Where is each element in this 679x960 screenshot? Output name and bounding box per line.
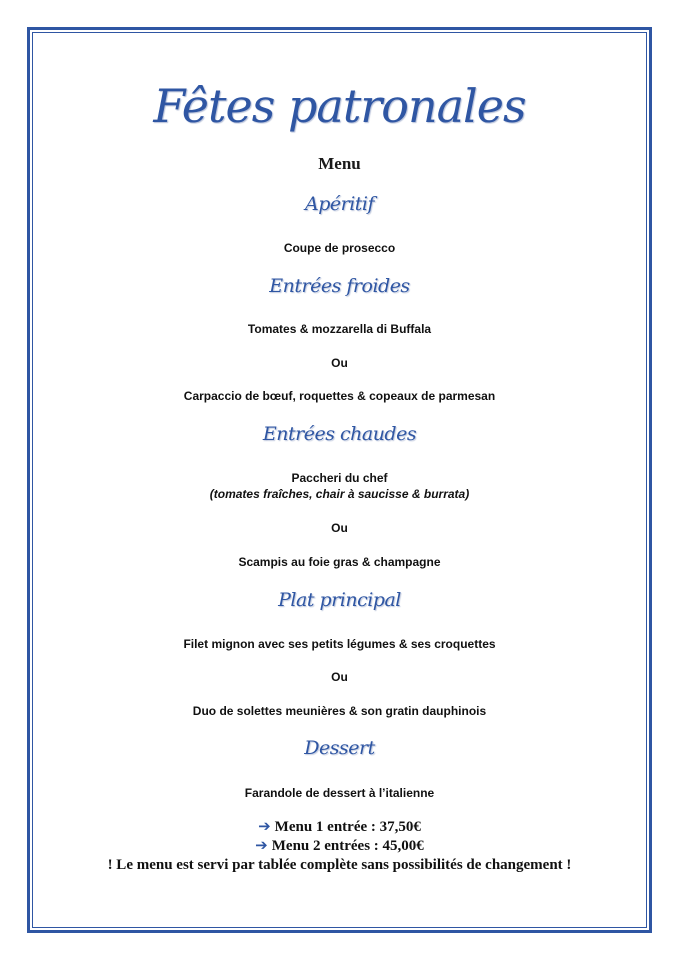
section-heading-aperitif: Apéritif (304, 193, 375, 215)
menu-item: Duo de solettes meunières & son gratin dauphinois (192, 704, 487, 718)
menu-item: Farandole de dessert à l’italienne (244, 786, 435, 800)
menu-item: Coupe de prosecco (283, 241, 396, 255)
menu-item: Paccheri du chef (291, 471, 388, 485)
menu-subtitle: Menu (318, 154, 361, 173)
price-menu-2-label: Menu 2 entrées : 45,00€ (271, 838, 424, 854)
section-heading-entrees-chaudes: Entrées chaudes (262, 423, 417, 445)
section-heading-entrees-froides: Entrées froides (269, 275, 410, 297)
page-title: Fêtes patronales (153, 79, 526, 133)
menu-item-or: Ou (331, 356, 348, 370)
menu-item: Filet mignon avec ses petits légumes & ses croquettes (183, 637, 496, 651)
menu-notice: ! Le menu est servi par tablée complète sans possibilités de changement ! (107, 857, 572, 873)
price-menu-1 (33, 819, 646, 835)
arrow-right-icon: ➔ (255, 836, 268, 854)
arrow-right-icon: ➔ (258, 817, 271, 835)
section-heading-plat-principal: Plat principal (278, 589, 401, 611)
menu-item-or: Ou (331, 521, 348, 535)
menu-item-note: (tomates fraîches, chair à saucisse & burrata) (209, 487, 470, 501)
menu-item: Carpaccio de bœuf, roquettes & copeaux de parmesan (183, 389, 496, 403)
section-heading-dessert: Dessert (304, 737, 375, 759)
menu-item-or: Ou (331, 670, 348, 684)
price-menu-1-label: Menu 1 entrée : 37,50€ (274, 819, 421, 835)
price-menu-2 (33, 838, 646, 854)
menu-item: Tomates & mozzarella di Buffala (247, 322, 432, 336)
menu-item: Scampis au foie gras & champagne (238, 555, 441, 569)
